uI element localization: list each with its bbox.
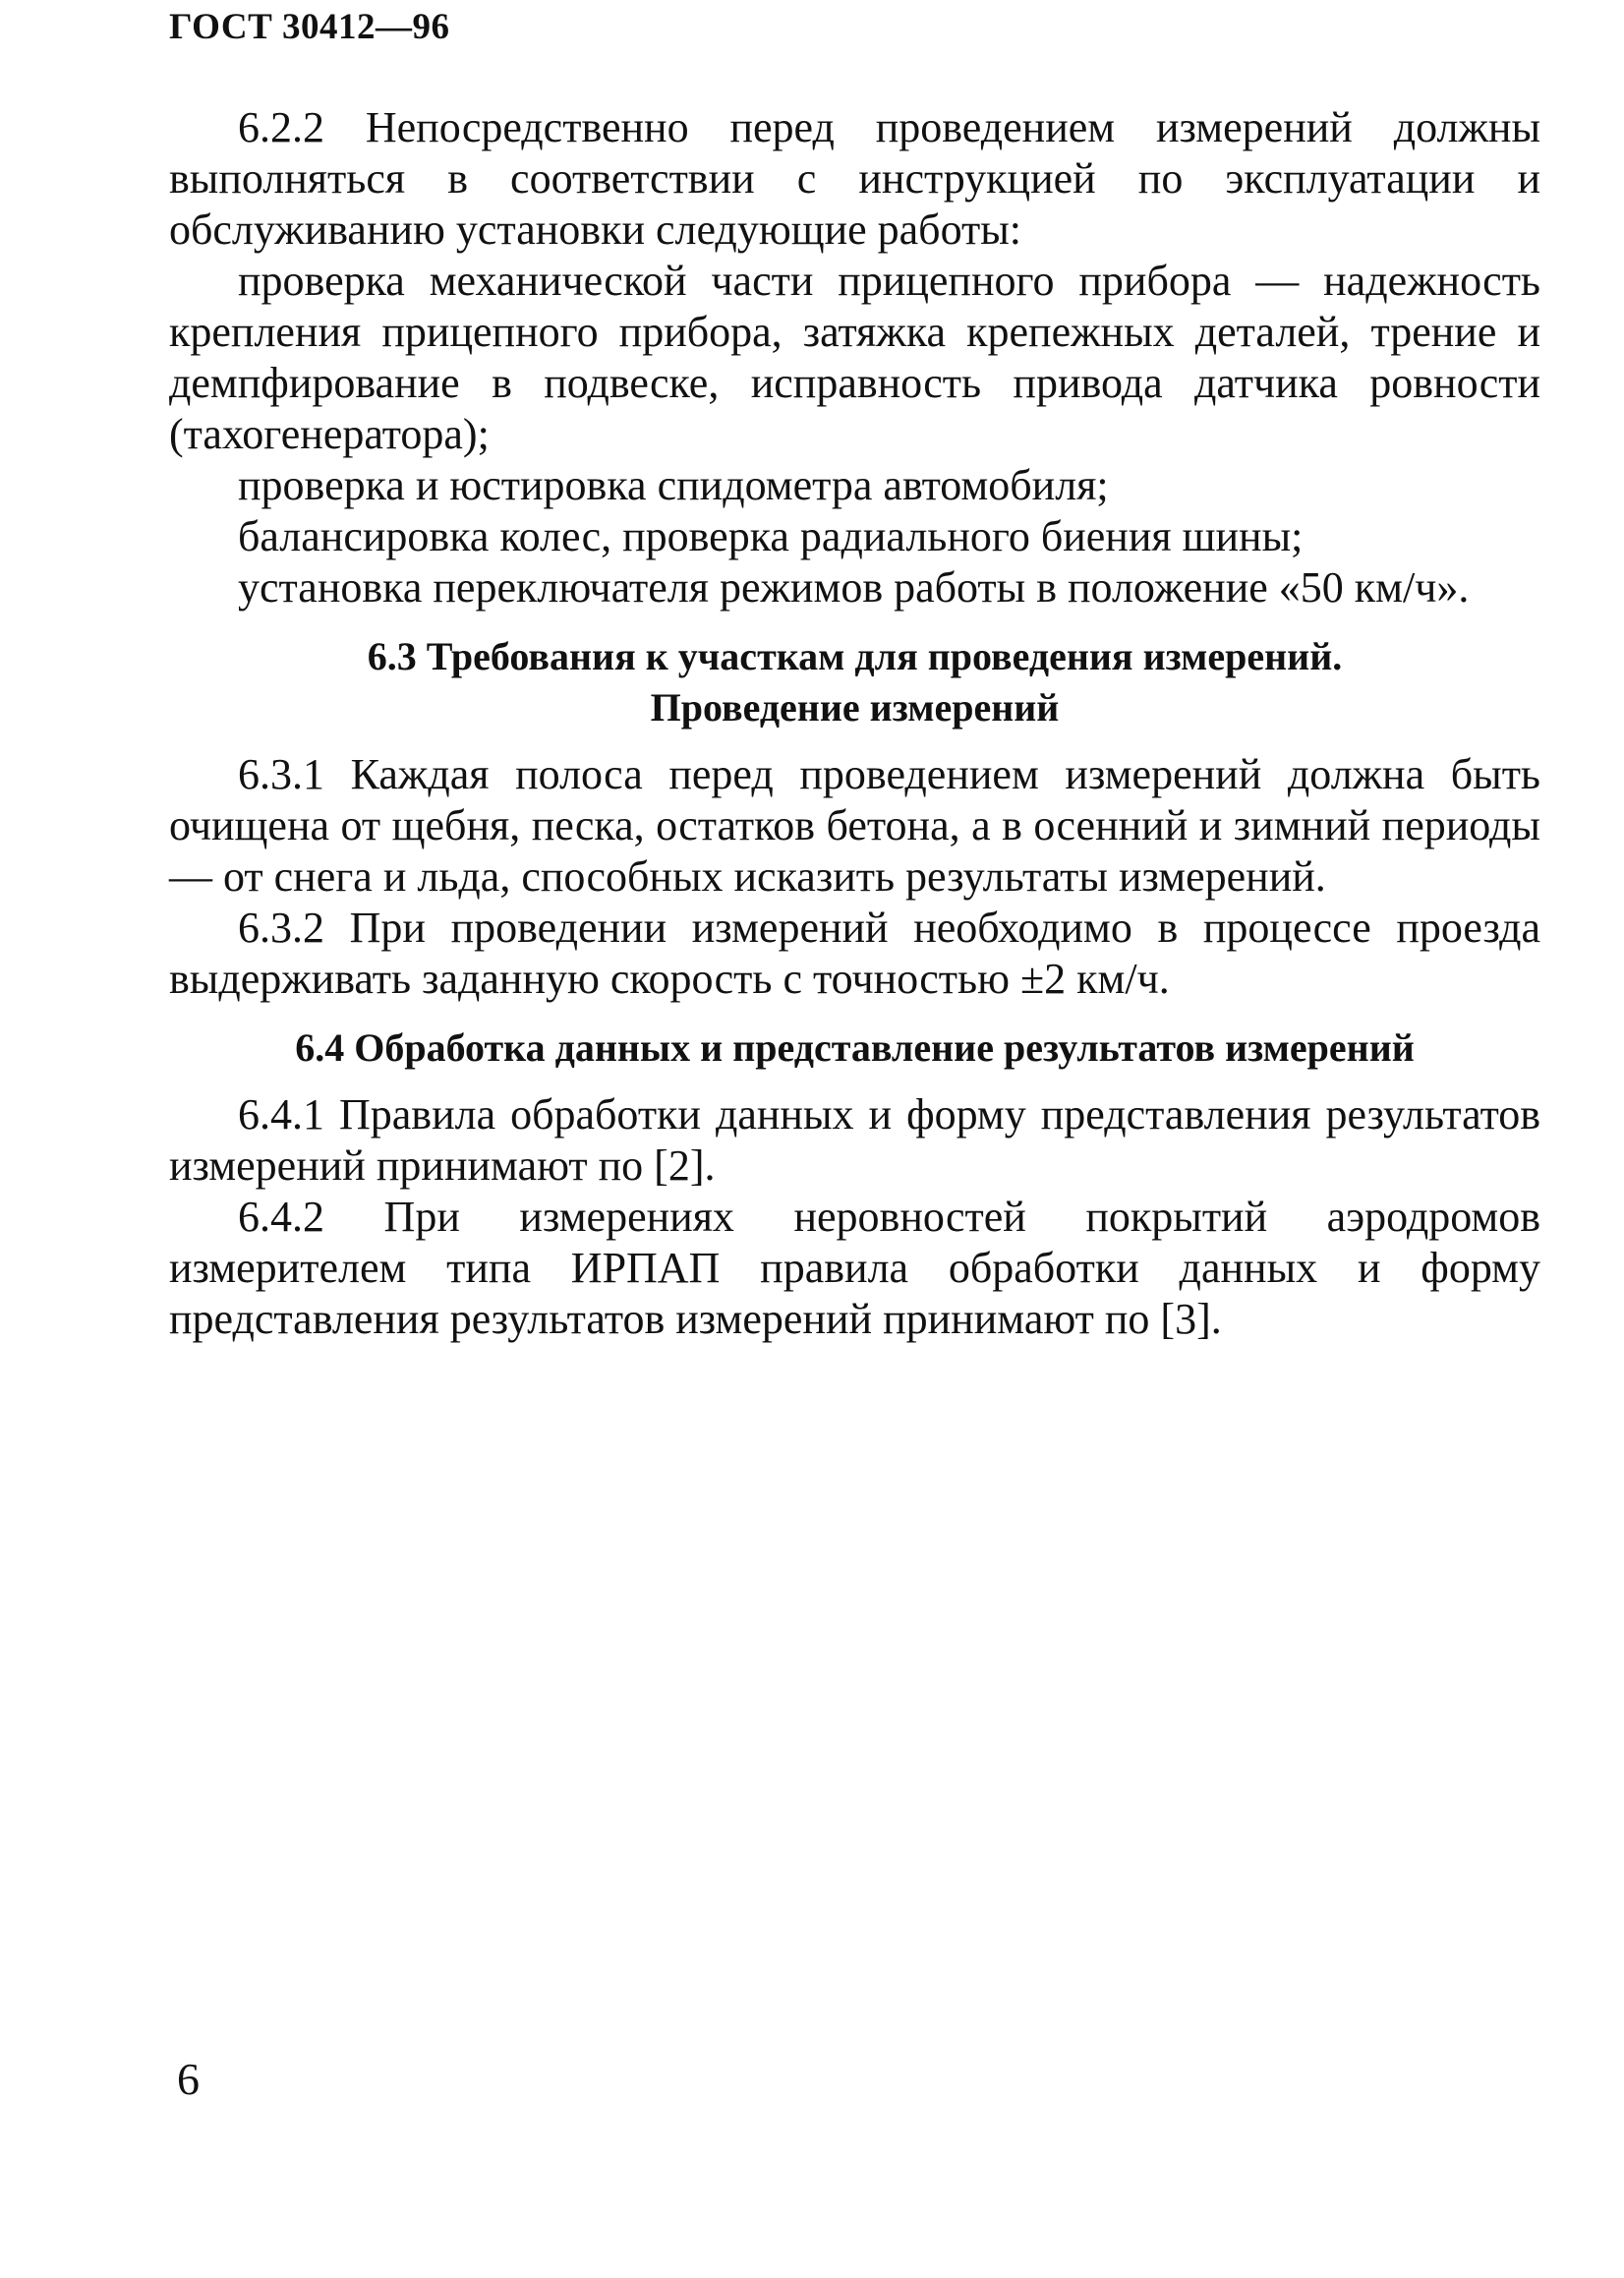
section-title-6-3-line1: 6.3 Требования к участкам для проведения измерений. (367, 634, 1343, 678)
paragraph-6-4-2: 6.4.2 При измерениях неровностей покрытий аэродромов измерителем типа ИРПАП правила обработки данных и форму представления результатов измерений принимают по [3]. (169, 1193, 1540, 1343)
list-item-mechanical-check: проверка механической части прицепного прибора — надежность крепления прицепного прибора, затяжка крепежных деталей, трение и демпфирование в подвеске, исправность привода датчика ровности (тахогенератора); (169, 257, 1540, 458)
section-title-6-4: 6.4 Обработка данных и представление результатов измерений (295, 1025, 1415, 1070)
list-item-mode-switch: установка переключателя режимов работы в положение «50 км/ч». (238, 563, 1470, 612)
paragraph-6-3-1: 6.3.1 Каждая полоса перед проведением измерений должна быть очищена от щебня, песка, остатков бетона, а в осенний и зимний периоды — от снега и льда, способных исказить результаты измерений. (169, 750, 1540, 901)
page-number: 6 (177, 2054, 200, 2104)
list-item-speedometer-check: проверка и юстировка спидометра автомобиля; (238, 461, 1109, 509)
paragraph-6-3-2: 6.3.2 При проведении измерений необходимо в процессе проезда выдерживать заданную скорость с точностью ±2 км/ч. (169, 904, 1540, 1003)
list-item-wheel-balancing: балансировка колес, проверка радиального биения шины; (238, 512, 1304, 560)
document-header-gost-id: ГОСТ 30412—96 (169, 7, 450, 47)
section-title-6-3-line2: Проведение измерений (650, 685, 1060, 730)
paragraph-6-2-2: 6.2.2 Непосредственно перед проведением измерений должны выполняться в соответствии с инструкцией по эксплуатации и обслуживанию установки следующие работы: (169, 103, 1540, 254)
document-body (169, 102, 1540, 1345)
paragraph-6-4-1: 6.4.1 Правила обработки данных и форму представления результатов измерений принимают по [2]. (169, 1090, 1540, 1190)
